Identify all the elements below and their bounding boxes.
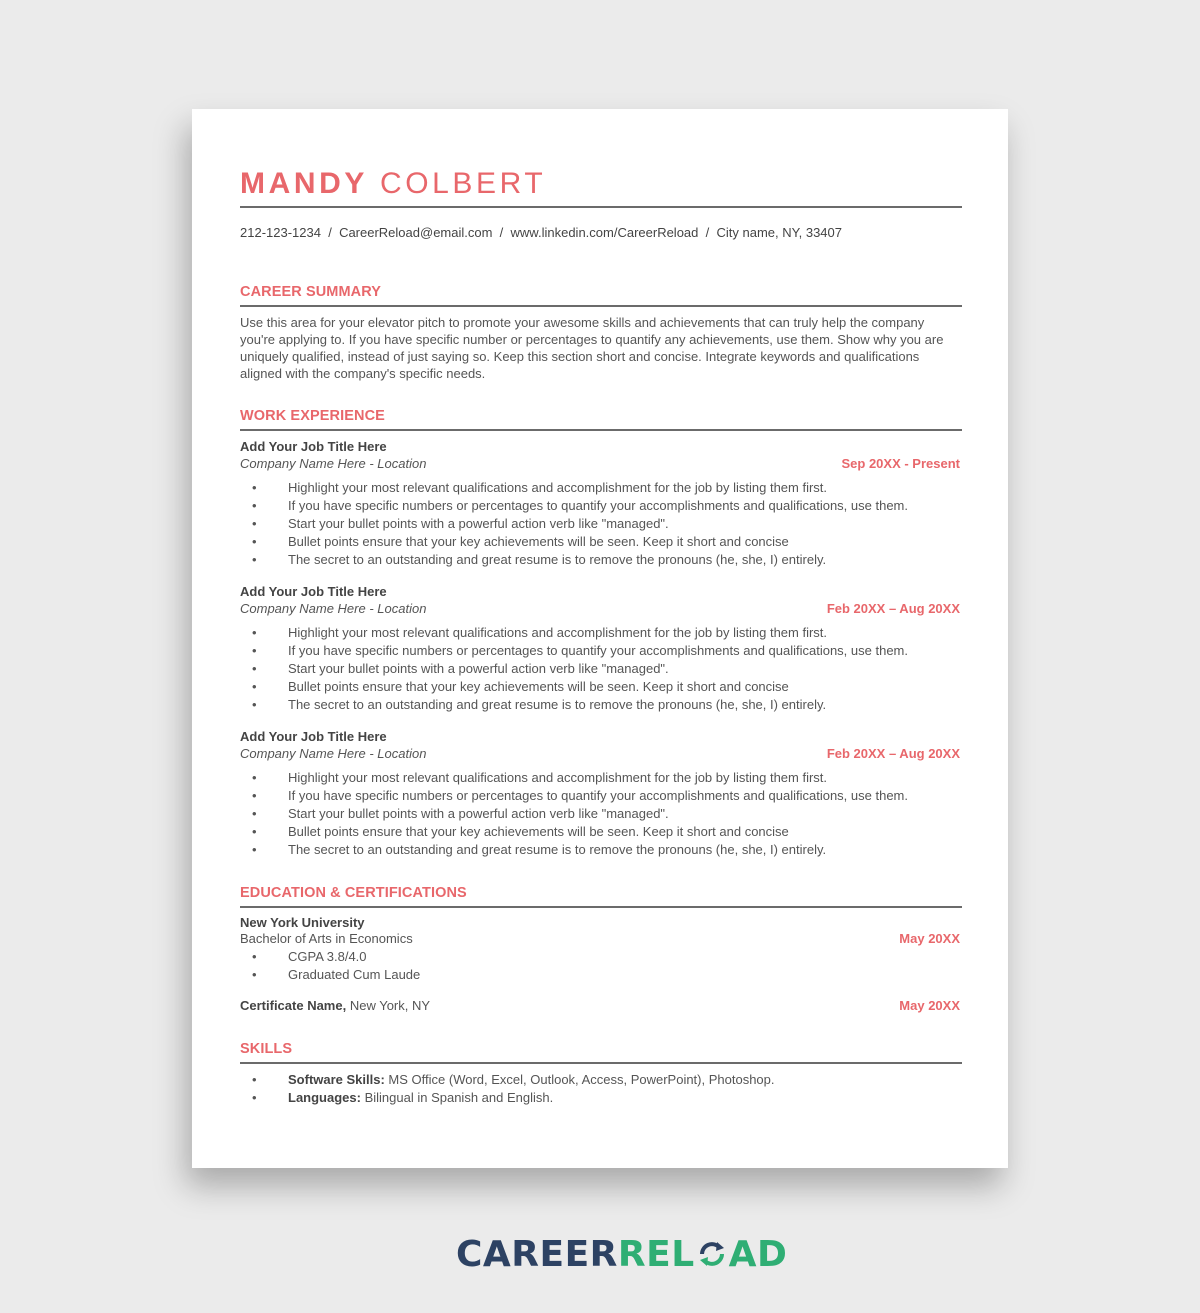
contact-location: City name, NY, 33407 (716, 225, 842, 240)
job-dates: Feb 20XX – Aug 20XX (826, 746, 960, 761)
list-item: • Start your bullet points with a powerful action verb like "managed". (240, 805, 908, 823)
contact-phone: 212-123-1234 (240, 225, 321, 240)
job-bullets (240, 769, 908, 859)
section-divider (240, 429, 962, 431)
candidate-name (240, 167, 546, 201)
section-title-skills: SKILLS (240, 1041, 293, 1057)
job-bullets (240, 624, 908, 714)
contact-linkedin[interactable]: www.linkedin.com/CareerReload (510, 225, 699, 240)
list-item: • If you have specific numbers or percentages to quantify your accomplishments and qualifications, use them. (240, 787, 908, 805)
first-name: MANDY (240, 167, 368, 200)
section-title-career-summary: CAREER SUMMARY (240, 284, 382, 300)
list-item: • Bullet points ensure that your key achievements will be seen. Keep it short and concise (240, 678, 908, 696)
job-company: Company Name Here - Location (240, 456, 427, 471)
name-divider (240, 206, 962, 208)
list-item: • The secret to an outstanding and great resume is to remove the pronouns (he, she, I) entirely. (240, 696, 908, 714)
skill-label: Software Skills: (288, 1072, 385, 1087)
list-item: • The secret to an outstanding and great resume is to remove the pronouns (he, she, I) entirely. (240, 841, 908, 859)
list-item: • The secret to an outstanding and great resume is to remove the pronouns (he, she, I) entirely. (240, 551, 908, 569)
list-item: • Highlight your most relevant qualifications and accomplishment for the job by listing them first. (240, 479, 908, 497)
section-divider (240, 906, 962, 908)
list-item: • If you have specific numbers or percentages to quantify your accomplishments and qualifications, use them. (240, 642, 908, 660)
certificate-name: Certificate Name, (240, 998, 347, 1013)
list-item: • Highlight your most relevant qualifications and accomplishment for the job by listing them first. (240, 769, 908, 787)
careerreload-logo (456, 1234, 787, 1275)
degree-name: Bachelor of Arts in Economics (240, 931, 413, 946)
list-item: • Bullet points ensure that your key achievements will be seen. Keep it short and concise (240, 823, 908, 841)
job-company: Company Name Here - Location (240, 746, 427, 761)
list-item: • Start your bullet points with a powerful action verb like "managed". (240, 515, 908, 533)
section-title-work-experience: WORK EXPERIENCE (240, 408, 385, 424)
resume-page (192, 109, 1008, 1168)
skills-bullets (240, 1071, 775, 1107)
job-title: Add Your Job Title Here (240, 439, 387, 454)
logo-text-career: CAREER (456, 1234, 618, 1275)
degree-date: May 20XX (899, 931, 960, 946)
contact-separator: / (499, 225, 504, 240)
job-dates: Feb 20XX – Aug 20XX (826, 601, 960, 616)
skill-value: Bilingual in Spanish and English. (360, 1090, 554, 1105)
contact-separator: / (705, 225, 710, 240)
list-item (240, 1071, 775, 1089)
list-item: • Start your bullet points with a powerful action verb like "managed". (240, 660, 908, 678)
job-bullets (240, 479, 908, 569)
contact-separator: / (328, 225, 332, 240)
education-bullets (240, 948, 420, 984)
list-item: • If you have specific numbers or percentages to quantify your accomplishments and qualifications, use them. (240, 497, 908, 515)
certificate-location: New York, NY (346, 998, 431, 1013)
contact-email[interactable]: CareerReload@email.com (339, 225, 493, 240)
last-name: COLBERT (379, 167, 547, 200)
reload-cycle-icon (695, 1237, 729, 1267)
section-divider (240, 305, 962, 307)
list-item: • CGPA 3.8/4.0 (240, 948, 420, 966)
job-dates: Sep 20XX - Present (841, 456, 960, 471)
school-name: New York University (240, 915, 365, 930)
contact-line (240, 225, 842, 240)
certificate-line (240, 998, 430, 1013)
career-summary-text: Use this area for your elevator pitch to promote your awesome skills and achievements that can truly help the company you're applying to. If you have specific number or percentages to quantify any achievements, use them. Show why you are uniquely qualified, instead of just saying so. Keep this section short and concise. Integrate keywords and qualifications aligned with the company's specific needs. (240, 315, 944, 381)
list-item: • Graduated Cum Laude (240, 966, 420, 984)
section-divider (240, 1062, 962, 1064)
list-item: • Bullet points ensure that your key achievements will be seen. Keep it short and concise (240, 533, 908, 551)
certificate-date: May 20XX (899, 998, 960, 1013)
skill-value: MS Office (Word, Excel, Outlook, Access, PowerPoint), Photoshop. (384, 1072, 775, 1087)
skill-label: Languages: (288, 1090, 361, 1105)
job-title: Add Your Job Title Here (240, 729, 387, 744)
logo-text-ad: AD (728, 1234, 788, 1275)
job-title: Add Your Job Title Here (240, 584, 387, 599)
list-item: • Highlight your most relevant qualifications and accomplishment for the job by listing them first. (240, 624, 908, 642)
list-item (240, 1089, 775, 1107)
logo-text-rel: REL (617, 1234, 695, 1275)
job-company: Company Name Here - Location (240, 601, 427, 616)
section-title-education: EDUCATION & CERTIFICATIONS (240, 885, 467, 901)
